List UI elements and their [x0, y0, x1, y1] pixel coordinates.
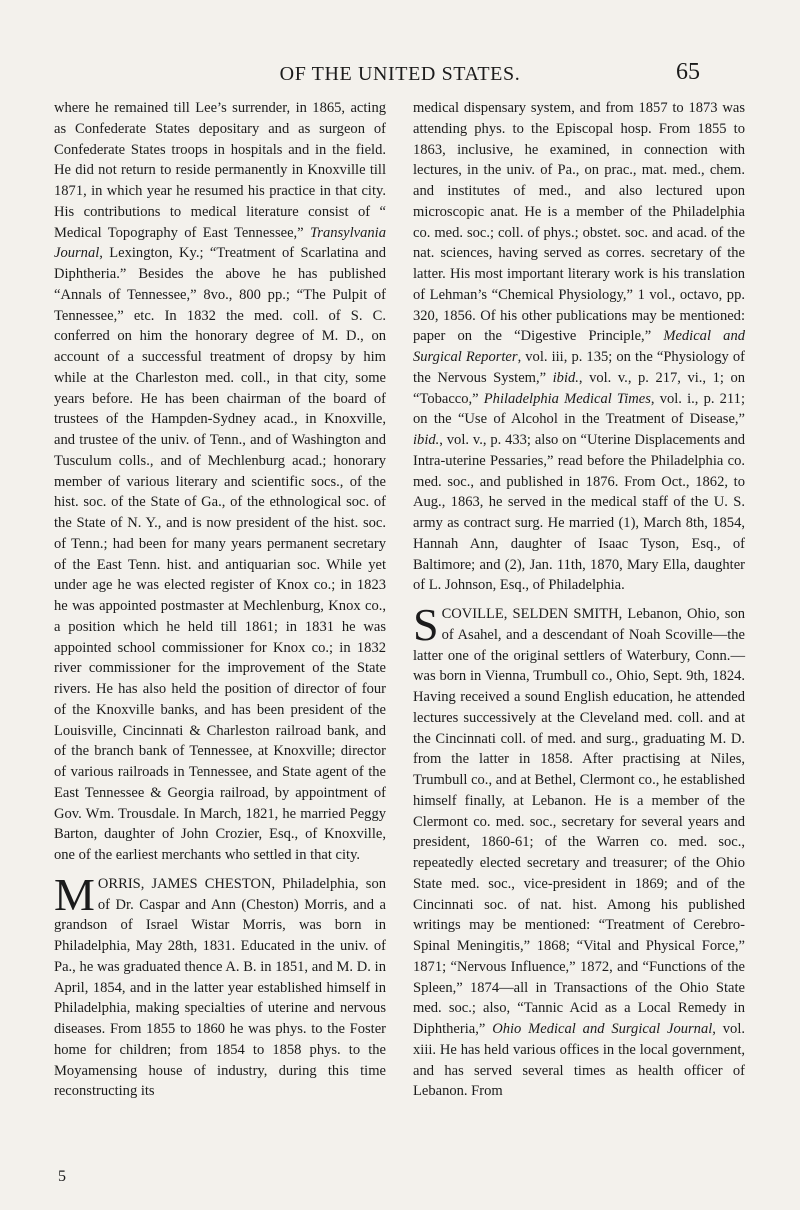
- journal-title: Medical and Surgical Reporter: [413, 328, 745, 365]
- signature-mark: 5: [58, 1168, 66, 1185]
- biography-entry-morris: MORRIS, JAMES CHESTON, Philadelphia, son of Dr. Caspar and Ann (Cheston) Morris, and a grandson of Israel Wistar Morris, was born in Philadelphia, May 28th, 1831. Educated in the univ. of Pa., he was graduated thence A. B. in 1851, and M. D. in April, 1854, and in the latter year established himself in Philadelphia, making specialties of uterine and nervous diseases. From 1855 to 1860 he was phys. to the Foster home for children; from 1854 to 1858 phys. to the Moyamensing house of industry, during this time reconstructing its: [54, 868, 386, 1100]
- biography-entry-scoville: SCOVILLE, SELDEN SMITH, Lebanon, Ohio, son of Asahel, and a descendant of Noah Scoville—the latter one of the original settlers of Waterbury, Conn.—was born in Vienna, Trumbull co., Ohio, Sept. 9th, 1824. Having received a sound English education, he attended lectures successively at the Cleveland med. coll. and at the Cincinnati coll. of med. and surg., graduating M. D. from the latter in 1858. After practising at Niles, Trumbull co., and at Bethel, Clermont co., he established himself finally, at Lebanon. He is a member of the Clermont co. med. soc., secretary for several years and president, 1860-61; of the Warren co. med. soc., repeatedly elected secretary and treasurer; of the Ohio State med. soc., vice-president in 1869; and of the Cincinnati soc. of nat. hist. Among his published writings may be mentioned: “Treatment of Cerebro-Spinal Meningitis,” 1868; “Vital and Physical Force,” 1871; “Nervous Influence,” 1872, and “Functions of the Spleen,” 1874—all in Transactions of the Ohio State med. soc.; also, “Tannic Acid as a Local Remedy in Diphtheria,” Ohio Medical and Surgical Journal, vol. xiii. He has held various offices in the local government, and has served several times as health officer of Lebanon. From: [413, 599, 745, 1100]
- left-column: [54, 98, 386, 1102]
- ibid-reference: ibid.: [413, 432, 440, 448]
- biography-continuation: where he remained till Lee’s surrender, in 1865, acting as Confederate States depositary and as surgeon of Confederate States troops in hospitals and in the field. He did not return to reside permanently in Knoxville till 1871, in which year he resumed his practice in that city. His contributions to medical literature consist of “ Medical Topography of East Tennessee,” Transylvania Journal, Lexington, Ky.; “Treatment of Scarlatina and Diphtheria.” Besides the above he has published “Annals of Tennessee,” 8vo., 800 pp.; “The Pulpit of Tennessee,” etc. In 1832 the med. coll. of S. C. conferred on him the honorary degree of M. D., on account of a successful treatment of dropsy by him while at the Charleston med. coll., in that city, some years before. He has been chairman of the board of trustees of the Hampden-Sydney acad., in Knoxville, and trustee of the univ. of Tenn., and of Washington and Tusculum colls., and of Mechlenburg acad.; honorary member of various literary and scientific socs., of the hist. soc. of the State of Ga., of the ethnological soc. of the State of N. Y., and is now president of the hist. soc. of Tenn.; had been for many years permanent secretary of the East Tenn. hist. and antiquarian soc. While yet under age he was elected register of Knox co.; in 1823 he was appointed postmaster at Mechlenburg, Knox co., a position which he held till 1861; in 1831 he was appointed school commissioner for Knox co.; in 1832 river commissioner for the improvement of the State rivers. He has also held the position of director of four of the Knoxville banks, and has been president of the Louisville, Cincinnati & Charleston railroad bank, and of the branch bank of Tennessee, at Knoxville; director of various railroads in Tennessee, and State agent of the East Tennessee & Georgia railroad, by appointment of Gov. Wm. Trousdale. In March, 1821, he married Peggy Barton, daughter of John Crozier, Esq., of Knoxville, one of the earliest merchants who settled in that city.: [54, 100, 386, 863]
- journal-title: Ohio Medical and Surgical Journal: [492, 1021, 713, 1037]
- page-header: [0, 55, 800, 95]
- drop-cap: S: [413, 599, 439, 650]
- entry-heading: COVILLE, SELDEN SMITH,: [441, 606, 623, 622]
- biography-continuation-morris: medical dispensary system, and from 1857 to 1873 was attending phys. to the Episcopal hosp. From 1855 to 1863, inclusive, he examined, in connection with lectures, in the univ. of Pa., on prac., mat. med., chem. and institutes of med., and also lectured upon microscopic anat. He is a member of the Philadelphia co. med. soc.; coll. of phys.; obstet. soc. and acad. of the nat. sciences, having served as corres. secretary of the latter. His most important literary work is his translation of Lehman’s “Chemical Physiology,” 1 vol., octavo, pp. 320, 1856. Of his other publications may be mentioned: paper on the “Digestive Principle,” Medical and Surgical Reporter, vol. iii, p. 135; on the “Physiology of the Nervous System,” ibid., vol. v., p. 217, vi., 1; on “Tobacco,” Philadelphia Medical Times, vol. i., p. 211; on the “Use of Alcohol in the Treatment of Disease,” ibid., vol. v., p. 433; also on “Uterine Displacements and Intra-uterine Pessaries,” read before the Philadelphia co. med. soc., and published in 1876. From Oct., 1862, to Aug., 1863, he served in the medical staff of the U. S. army as contract surg. He married (1), March 8th, 1854, Hannah Ann, daughter of Isaac Tyson, Esq., of Baltimore; and (2), Jan. 11th, 1870, Mary Ella, daughter of L. Johnson, Esq., of Philadelphia.: [413, 100, 746, 594]
- ibid-reference: ibid.: [552, 369, 579, 386]
- journal-title: Philadelphia Medical Times: [483, 390, 651, 407]
- journal-title: Transylvania Journal: [54, 224, 386, 262]
- page-number: 65: [676, 59, 700, 85]
- running-title: OF THE UNITED STATES.: [279, 63, 521, 85]
- entry-heading: ORRIS, JAMES CHESTON,: [97, 875, 276, 892]
- right-column: [413, 98, 745, 1102]
- drop-cap: M: [54, 868, 95, 920]
